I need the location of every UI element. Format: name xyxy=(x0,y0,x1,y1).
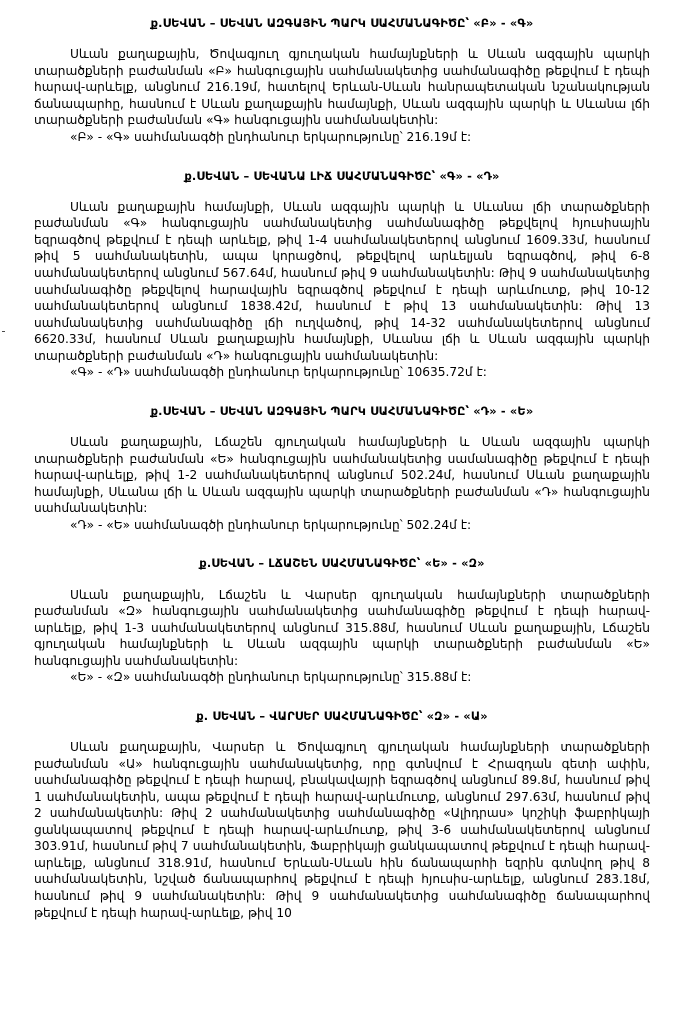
spacer xyxy=(34,0,650,16)
spacer xyxy=(34,381,650,404)
scan-artifact xyxy=(2,331,5,332)
section-2-heading: ք.ՍԵՎԱՆ – ՍԵՎԱՆԱ ԼԻՃ ՍԱՀՄԱՆԱԳԻԾԸ՝ «Գ» - «Դ» xyxy=(184,168,500,183)
spacer xyxy=(34,723,650,739)
section-1-heading: ք.ՍԵՎԱՆ – ՍԵՎԱՆ ԱԶԳԱՅԻՆ ՊԱՐԿ ՍԱՀՄԱՆԱԳԻԾԸ՝ «Բ» - «Գ» xyxy=(150,16,534,30)
section-2-total-length: «Գ» - «Դ» սահմանագծի ընդհանուր երկարությունը՝ 10635.72մ է: xyxy=(70,365,487,380)
spacer xyxy=(34,30,650,46)
spacer xyxy=(34,183,650,199)
section-1-body: Սևան քաղաքային, Ծովագյուղ գյուղական համայնքների և Սևան ազգային պարկի տարածքների բաժանման «Բ» հանգուցային սահմանակետից սահմանագիծը թեքվում է դեպի հարավ-արևելք, անցնում 216.19մ, հատելով Երևան-Սևան հանրապետական նշանակության ճանապարհը, հասնում է Սևան քաղաքային համայնքի, Սևան ազգային պարկի և Սևանա լճի տարածքների բաժանման «Գ» հանգուցային սահմանակետին: xyxy=(34,47,650,128)
section-1-total-length: «Բ» - «Գ» սահմանագծի ընդհանուր երկարությունը՝ 216.19մ է: xyxy=(70,129,472,144)
section-5-body: Սևան քաղաքային, Վարսեր և Ծովագյուղ գյուղական համայնքների տարածքների բաժանման «Ա» հանգուցային սահմանակետից, որը գտնվում է Հրազդան գետի ափին, սահմանագիծը թեքվում է դեպի հարավ, բնակավայրի եզրագծով անցնում 89.8մ, հասնում թիվ 1 սահմանակետին, ապա թեքվում է դեպի հարավ-արևմուտք, անցնում 297.63մ, հասնում թիվ 2 սահմանակետին: Թիվ 2 սահմանակետից սահմանագիծը «Ալիդրաս» կոշիկի ֆաբրիկայի ցանկապատով թեքվում է դեպի հարավ-արևմուտք, թիվ 3-6 սահմանակետերով անցնում 303.91մ, հասնում թիվ 7 սահմանակետին, Ֆաբրիկայի ցանկապատով թեքվում է դեպի հարավ-արևելք, անցնում 318.91մ, հասնում Երևան-Սևան հին ճանապարհի եզրին գտնվող թիվ 8 սահմանակետին, նշված ճանապարհով թեքվում է դեպի հյուսիս-արևելք, անցնում 283.18մ, հասնում թիվ 9 սահմանակետին: Թիվ 9 սահմանակետից սահմանագիծը ճանապարհով թեքվում է դեպի հարավ-արևելք, թիվ 10 xyxy=(34,740,650,920)
spacer xyxy=(34,418,650,434)
section-2-body: Սևան քաղաքային համայնքի, Սևան ազգային պարկի և Սևանա լճի տարածքների բաժանման «Գ» հանգուցային սահմանակետից սահմանագիծը թեքվելով հյուսիսային եզրագծով թեքվում է դեպի արևելք, թիվ 1-4 սահմանակետերով անցնում 1609.33մ, հասնում թիվ 5 սահմանակետին, ապա կորացծով, թեքվելով արևելյան եզրագծով, թիվ 6-8 սահմանակետերով անցնում 567.64մ, հասնում թիվ 9 սահմանակետին: Թիվ 9 սահմանակետից սահմանագիծը թեքվելով հարավային եզրագծով թեքվում է դեպի արևմուտք, թիվ 10-12 սահմանակետերով անցնում 1838.42մ, հասնում է թիվ 13 սահմանակետին: Թիվ 13 սահմանակետից սահմանագիծը լճի ուղվածով, թիվ 14-32 սահմանակետերով անցնում 6620.33մ, հասնում Սևան քաղաքային համայնքի, Սևանա լճի և Սևան ազգային պարկի տարածքների բաժանման «Դ» հանգուցային սահմանակետին: xyxy=(34,199,650,363)
spacer xyxy=(34,146,650,169)
section-3-heading: ք.ՍԵՎԱՆ – ՍԵՎԱՆ ԱԶԳԱՅԻՆ ՊԱՐԿ ՍԱՀՄԱՆԱԳԻԾԸ՝ «Դ» - «Ե» xyxy=(150,403,534,418)
section-2 xyxy=(34,169,650,381)
section-5 xyxy=(34,709,650,921)
spacer xyxy=(34,686,650,709)
section-3-total-length: «Դ» - «Ե» սահմանագծի ընդհանուր երկարությունը՝ 502.24մ է: xyxy=(70,517,472,532)
section-3 xyxy=(34,404,650,534)
section-4 xyxy=(34,556,650,686)
section-1 xyxy=(34,16,650,146)
spacer xyxy=(34,571,650,587)
section-4-body: Սևան քաղաքային, Լճաշեն և Վարսեր գյուղական համայնքների տարածքների բաժանման «Զ» հանգուցային սահմանակետից սահմանագիծը թեքվում է դեպի հարավ-արևելք, թիվ 1-3 սահմանակետերով անցնում 315.88մ, հասնում Սևան քաղաքային, Լճաշեն գյուղական համայնքների և Սևան ազգային պարկի տարածքների բաժանման «Ե» հանգուցային սահմանակետին: xyxy=(34,587,650,668)
section-4-total-length: «Ե» - «Զ» սահմանագծի ընդհանուր երկարությունը՝ 315.88մ է: xyxy=(70,670,472,685)
spacer xyxy=(34,533,650,556)
section-5-heading: ք. ՍԵՎԱՆ – ՎԱՐՍԵՐ ՍԱՀՄԱՆԱԳԻԾԸ՝ «Զ» - «Ա» xyxy=(196,708,488,723)
section-3-body: Սևան քաղաքային, Լճաշեն գյուղական համայնքների և Սևան ազգային պարկի տարածքների բաժանման «Ե» հանգուցային սահմանակետից սամանագիծը թեքվում է դեպի հարավ-արևելք, թիվ 1-2 սահմանակետերով անցնում 502.24մ, հասնում Սևան քաղաքային համայնքի, Սևանա լճի և Սևան ազգային պարկի տարածքների բաժանման «Դ» հանգուցային սահմանակետին: xyxy=(34,435,650,516)
section-4-heading: ք.ՍԵՎԱՆ – ԼՃԱՇԵՆ ՍԱՀՄԱՆԱԳԻԾԸ՝ «Ե» - «Զ» xyxy=(199,556,485,571)
